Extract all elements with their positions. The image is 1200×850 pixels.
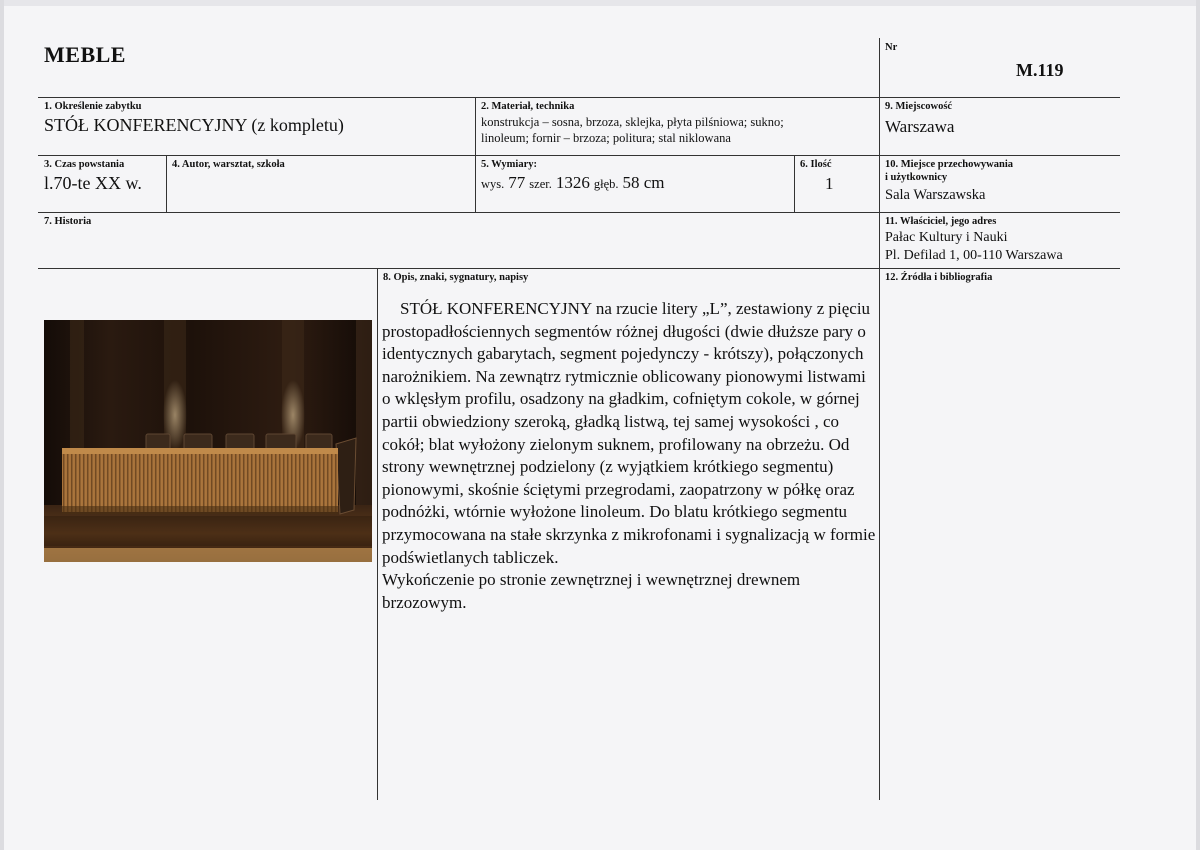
field-11-label: 11. Właściciel, jego adres	[885, 216, 997, 227]
field-9-value: Warszawa	[885, 117, 955, 136]
description-paragraph: STÓŁ KONFERENCYJNY na rzucie litery „L”, zestawiony z pięciu prostopadłościennych segmentów różnej długości (dwie dłuższe pary o identycznych gabarytach, segment pojedynczy - krótszy), połączonych narożnikiem. Na zewnątrz rytmicznie oblicowany pionowymi listwami o wklęsłym profilu, osadzony na gładkim, cofniętym cokole, w górnej partii obwiedziony szeroką, gładką listwą, tej samej wysokości , co cokół; blat wyłożony zielonym suknem, profilowany na obrzeżu. Od strony wewnętrznej podzielony (z wyjątkiem krótkiego segmentu) pionowymi, skośnie ściętymi przegrodami, zaopatrzony w półkę oraz podnóżki, wtórnie wyłożone linoleum. Do blatu krótkiego segmentu przymocowana na stałe skrzynka z mikrofonami i sygnalizacją w formie podświetlanych tabliczek.	[382, 299, 876, 567]
nr-label: Nr	[885, 42, 898, 53]
rule-header-bottom	[38, 97, 1120, 98]
rule-description-left	[377, 268, 378, 800]
field-5-dimensions	[481, 173, 665, 193]
field-7-label: 7. Historia	[44, 216, 92, 227]
dim-width-value: 1326	[555, 173, 590, 192]
scan-top-strip	[0, 0, 1200, 6]
field-4-label: 4. Autor, warsztat, szkoła	[172, 159, 285, 170]
rule-row1-bottom	[38, 155, 1120, 156]
field-3-label: 3. Czas powstania	[44, 159, 125, 170]
field-11-line-2: Pl. Defilad 1, 00-110 Warszawa	[885, 248, 1063, 263]
field-10-label-2: i użytkownicy	[885, 172, 948, 183]
field-9-label: 9. Miejscowość	[885, 101, 953, 112]
field-2-line-2: linoleum; fornir – brzoza; politura; stal niklowana	[481, 131, 731, 145]
rule-col-author-left	[166, 155, 167, 212]
nr-value: M.119	[1016, 60, 1064, 80]
description-paragraph-2: Wykończenie po stronie zewnętrznej i wewnętrznej drewnem brzozowym.	[382, 570, 801, 612]
rule-row2-bottom	[38, 212, 1120, 213]
field-1-label: 1. Określenie zabytku	[44, 101, 142, 112]
scan-right-edge	[1196, 0, 1200, 850]
dim-width-label: szer.	[529, 177, 552, 191]
rule-row3-bottom	[38, 268, 1120, 269]
field-8-label: 8. Opis, znaki, sygnatury, napisy	[383, 272, 529, 283]
rule-col-material-left	[475, 97, 476, 212]
dim-height-value: 77	[508, 173, 526, 192]
field-3-value: l.70-te XX w.	[44, 173, 142, 193]
scan-left-edge	[0, 0, 4, 850]
field-2-line-1: konstrukcja – sosna, brzoza, sklejka, płyta pilśniowa; sukno;	[481, 115, 784, 129]
rule-col-count-left	[794, 155, 795, 212]
dim-depth-value: 58 cm	[622, 173, 665, 192]
field-10-label-1: 10. Miejsce przechowywania	[885, 159, 1014, 170]
field-12-label: 12. Źródła i bibliografia	[885, 272, 993, 283]
field-5-label: 5. Wymiary:	[481, 159, 537, 170]
field-1-value: STÓŁ KONFERENCYJNY (z kompletu)	[44, 115, 344, 135]
rule-nr-left	[879, 38, 880, 800]
field-11-line-1: Pałac Kultury i Nauki	[885, 230, 1008, 245]
table-photo	[44, 320, 372, 562]
field-2-label: 2. Materiał, technika	[481, 101, 575, 112]
dim-depth-label: głęb.	[593, 177, 619, 191]
dim-height-label: wys.	[481, 177, 505, 191]
field-6-value: 1	[825, 174, 834, 193]
description-text	[382, 298, 877, 614]
category-title: MEBLE	[44, 42, 126, 67]
field-10-value: Sala Warszawska	[885, 187, 986, 203]
field-6-label: 6. Ilość	[800, 159, 832, 170]
